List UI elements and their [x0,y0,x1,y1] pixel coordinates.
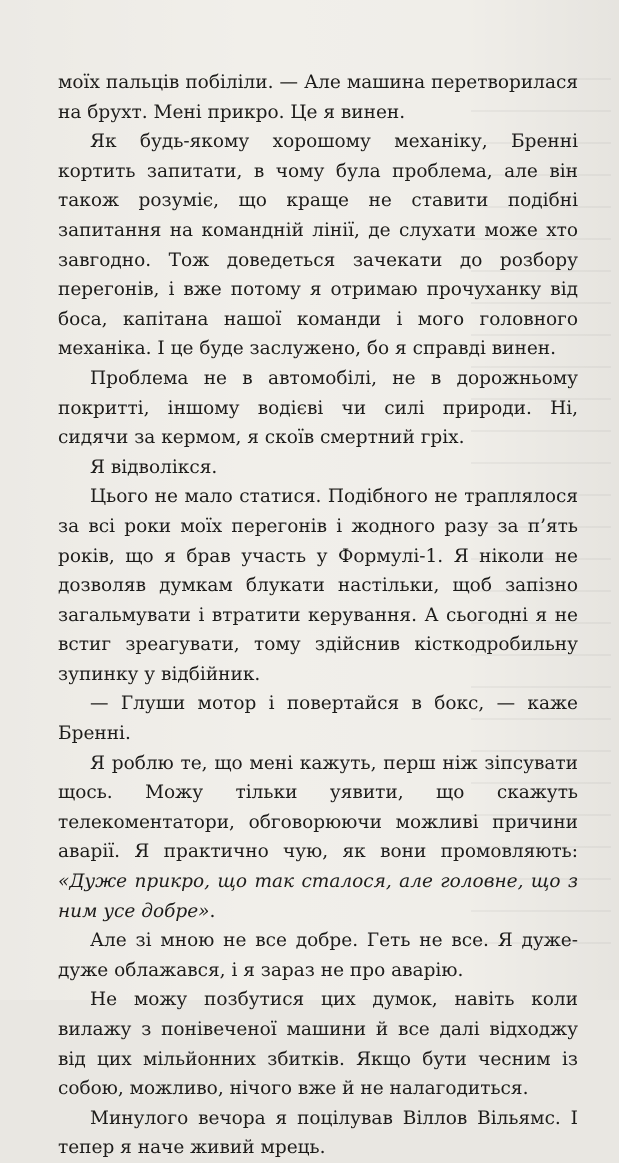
paragraph-10: Минулого вечора я поцілував Віллов Вільямс. І тепер я наче живий мрець. [58,1107,578,1159]
commentator-quote: «Дуже прикро, що так сталося, але головне, що з ним усе добре» [58,871,578,922]
paragraph-9: Не можу позбутися цих думок, навіть коли вилажу з понівеченої машини й все далі відходжу від цих мільйонних збитків. Якщо бути чесним із собою, можливо, нічого вже й не налагодиться. [58,989,578,1100]
paragraph-7-end: . [209,900,216,922]
paragraph-5: Цього не мало статися. Подібного не траплялося за всі роки моїх перегонів і жодного разу за п’ять років, що я брав участь у Формулі-1. Я ніколи не дозволяв думкам блукати настільки, щоб запізно загальмувати і втратити керування. А сьогодні я не встиг зреагувати, тому здійснив кісткодробильну зупинку у відбійник. [58,486,578,685]
paragraph-7-text: Я роблю те, що мені кажуть, перш ніж зіпсувати щось. Можу тільки уявити, що скажуть телекоментатори, обговорюючи можливі причини аварії. Я практично чую, як вони промовляють: [58,752,578,863]
paragraph-6: — Глуши мотор і повертайся в бокс, — каже Бренні. [58,693,578,745]
paragraph-2: Як будь-якому хорошому механіку, Бренні кортить запитати, в чому була проблема, але він також розуміє, що краще не ставити подібні запитання на командній лінії, де слухати може хто завгодно. Тож доведеться зачекати до розбору перегонів, і вже потому я отримаю прочуханку від боса, капітана нашої команди і мого головного механіка. І це буде заслужено, бо я справді винен. [58,131,578,360]
body-text [58,68,578,1163]
paragraph-1: моїх пальців побіліли. — Але машина перетворилася на брухт. Мені прикро. Це я винен. [58,72,578,123]
paragraph-7 [58,749,578,927]
paragraph-3: Проблема не в автомобілі, не в дорожньому покритті, іншому водієві чи силі природи. Ні, сидячи за кермом, я скоїв смертний гріх. [58,367,578,449]
paragraph-8: Але зі мною не все добре. Геть не все. Я дуже-дуже облажався, і я зараз не про аварію. [58,930,578,981]
paragraph-4: Я відволікся. [90,456,218,478]
